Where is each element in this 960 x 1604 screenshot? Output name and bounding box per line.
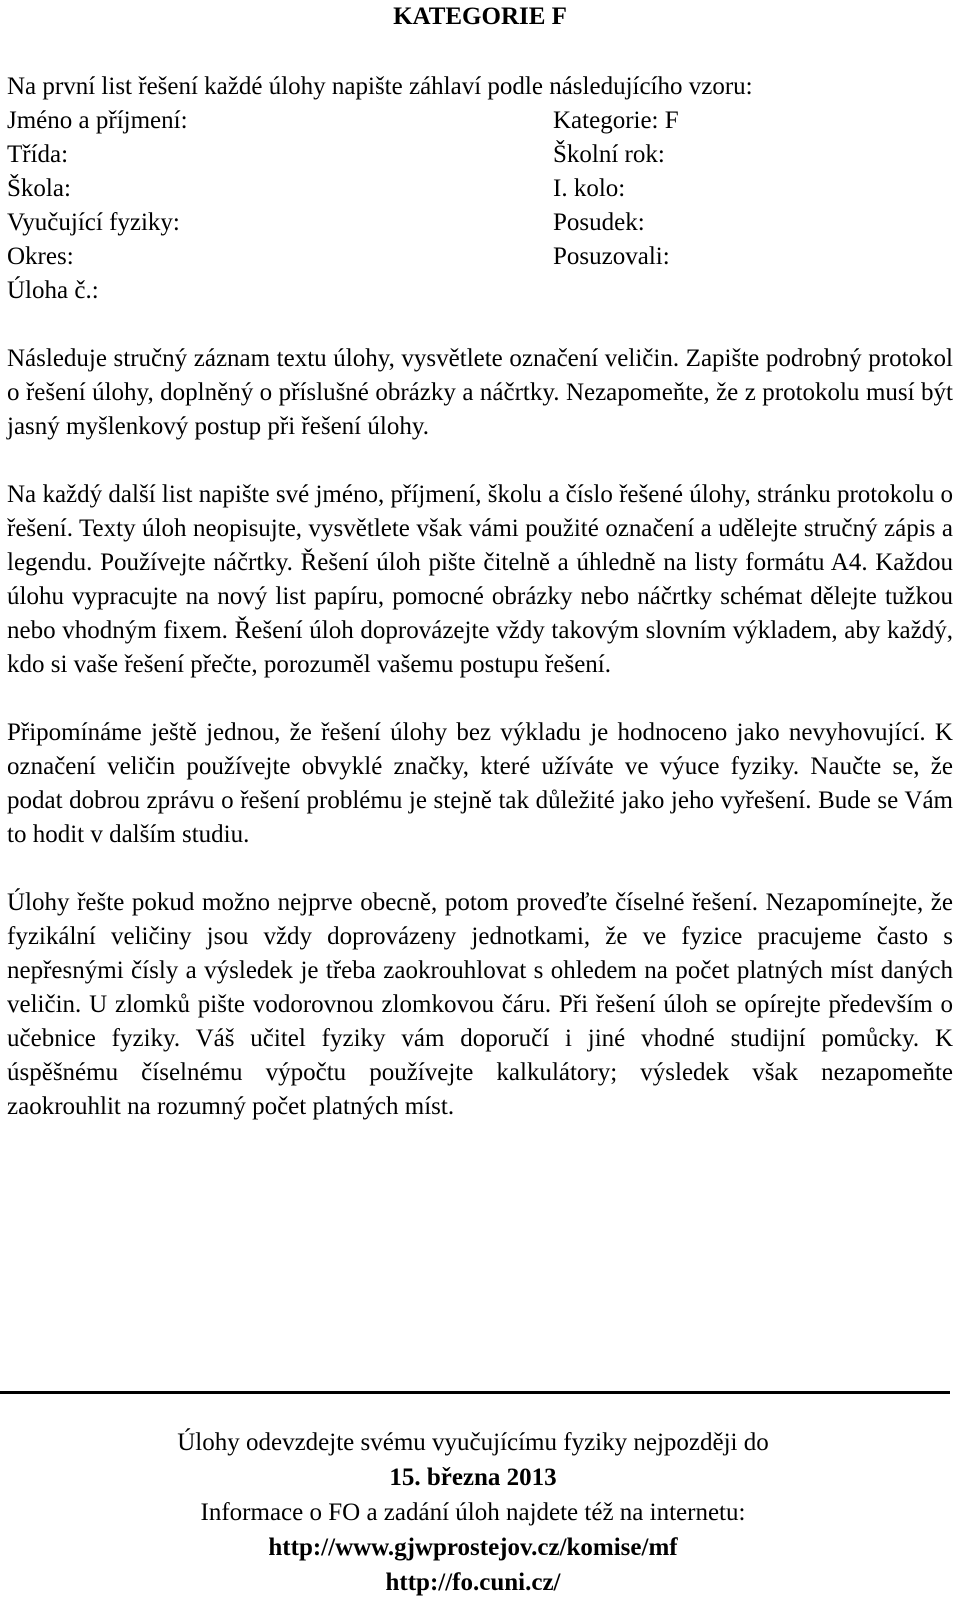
header-field-round: I. kolo: [553, 175, 626, 202]
header-field-school: Škola: [7, 175, 71, 202]
footer-link-gjw[interactable]: http://www.gjwprostejov.cz/komise/mf [268, 1534, 678, 1561]
header-template [7, 104, 953, 308]
header-field-category: Kategorie: F [553, 107, 679, 134]
intro-text: Na první list řešení každé úlohy napište záhlaví podle následujícího vzoru: [7, 73, 753, 100]
footer-deadline-text: Úlohy odevzdejte svému vyučujícímu fyziky nejpozději do [177, 1429, 769, 1456]
header-row [7, 206, 953, 240]
header-field-task-number: Úloha č.: [7, 277, 99, 304]
paragraph-protocol: Následuje stručný záznam textu úlohy, vysvětlete označení veličin. Zapište podrobný protokol o řešení úlohy, doplněný o příslušné obrázky a náčrtky. Nezapomeňte, že z protokolu musí být jasný myšlenkový postup při řešení úlohy. [7, 345, 953, 440]
header-field-teacher: Vyučující fyziky: [7, 209, 180, 236]
paragraph-further-sheets: Na každý další list napište své jméno, příjmení, školu a číslo řešené úlohy, stránku protokolu o řešení. Texty úloh neopisujte, vysvětlete však vámi použité označení a udělejte stručný zápis a legendu. Používejte náčrtky. Řešení úloh pište čitelně a úhledně na listy formátu A4. Každou úlohu vypracujte na nový list papíru, pomocné obrázky nebo náčrtky schémat dělejte tužkou nebo vhodným fixem. Řešení úloh doprovázejte vždy takovým slovním výkladem, aby každý, kdo si vaše řešení přečte, porozuměl vašemu postupu řešení. [7, 481, 953, 678]
paragraph-solving-tips: Úlohy řešte pokud možno nejprve obecně, potom proveďte číselné řešení. Nezapomínejte, že fyzikální veličiny jsou vždy doprovázeny jednotkami, že ve fyzice pracujeme často s nepřesnými čísly a výsledek je třeba zaokrouhlovat s ohledem na počet platných míst daných veličin. U zlomků pište vodorovnou zlomkovou čáru. Při řešení úloh se opírejte především o učebnice fyziky. Váš učitel fyziky vám doporučí i jiné vhodné studijní pomůcky. K úspěšnému číselnému výpočtu používejte kalkulátory; výsledek však nezapomeňte zaokrouhlit na rozumný počet platných míst. [7, 889, 953, 1120]
header-row [7, 274, 953, 308]
document-page [7, 0, 953, 1124]
page-title: KATEGORIE F [393, 3, 567, 30]
header-field-name: Jméno a příjmení: [7, 107, 188, 134]
header-field-school-year: Školní rok: [553, 141, 665, 168]
horizontal-divider [0, 1391, 950, 1394]
header-field-empty [553, 274, 953, 308]
footer [0, 1425, 946, 1600]
header-field-district: Okres: [7, 243, 74, 270]
header-row [7, 138, 953, 172]
header-row [7, 172, 953, 206]
header-field-reviewers: Posuzovali: [553, 243, 670, 270]
header-row [7, 104, 953, 138]
footer-link-fo[interactable]: http://fo.cuni.cz/ [385, 1569, 561, 1596]
header-row [7, 240, 953, 274]
paragraph-reminder: Připomínáme ještě jednou, že řešení úlohy bez výkladu je hodnoceno jako nevyhovující. K označení veličin používejte obvyklé značky, které užíváte ve výuce fyziky. Naučte se, že podat dobrou zprávu o řešení problému je stejně tak důležité jako jeho vyřešení. Bude se Vám to hodit v dalším studiu. [7, 719, 953, 848]
header-field-class: Třída: [7, 141, 69, 168]
footer-info-text: Informace o FO a zadání úloh najdete též na internetu: [200, 1499, 746, 1526]
header-field-review: Posudek: [553, 209, 645, 236]
footer-deadline-date: 15. března 2013 [389, 1464, 557, 1491]
